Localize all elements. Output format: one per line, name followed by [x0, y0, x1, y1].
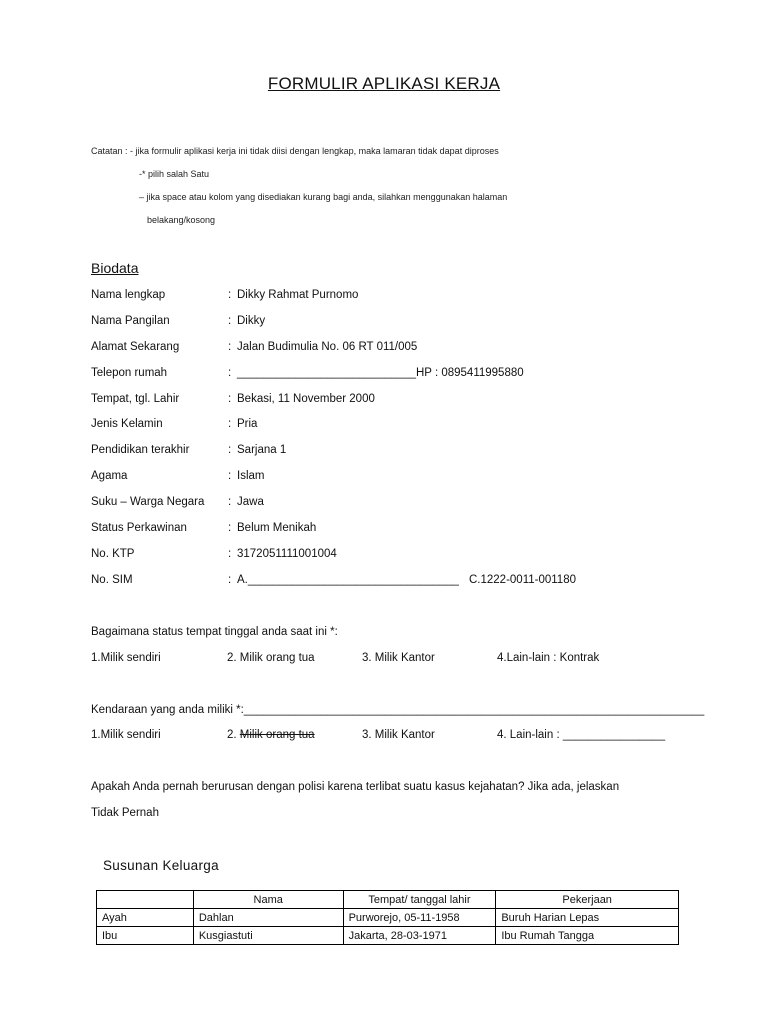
note-line-2: -* pilih salah Satu [139, 169, 210, 179]
field-colon: : [228, 418, 232, 430]
field-value[interactable]: Belum Menikah [237, 522, 317, 534]
field-colon: : [228, 393, 232, 405]
field-value[interactable]: Dikky Rahmat Purnomo [237, 289, 359, 301]
field-label: Suku – Warga Negara [91, 496, 205, 508]
cell-nama[interactable]: Kusgiastuti [193, 927, 343, 945]
column-header-nama: Nama [193, 891, 343, 909]
field-colon: : [228, 522, 232, 534]
family-table [96, 890, 679, 945]
field-value[interactable]: Bekasi, 11 November 2000 [237, 393, 375, 405]
field-value[interactable]: Dikky [237, 315, 266, 327]
column-header-pekerjaan: Pekerjaan [496, 891, 679, 909]
cell-pekerjaan[interactable]: Buruh Harian Lepas [496, 909, 679, 927]
field-value[interactable]: Sarjana 1 [237, 444, 287, 456]
field-label: Agama [91, 470, 128, 482]
field-value[interactable]: Jalan Budimulia No. 06 RT 011/005 [237, 341, 418, 353]
field-label: Jenis Kelamin [91, 418, 163, 430]
field-value[interactable]: Islam [237, 470, 265, 482]
field-label: Tempat, tgl. Lahir [91, 393, 180, 405]
field-label: Status Perkawinan [91, 522, 187, 534]
note-line-4: belakang/kosong [147, 215, 216, 225]
residence-option-2[interactable]: 2. Milik orang tua [227, 652, 315, 664]
field-value-blank[interactable]: ____________________________ [237, 367, 417, 379]
field-colon: : [228, 470, 232, 482]
table-row [97, 927, 679, 945]
residence-option-4[interactable]: 4.Lain-lain : Kontrak [497, 652, 600, 664]
field-hp-number[interactable]: HP : 0895411995880 [416, 367, 524, 379]
field-label: Alamat Sekarang [91, 341, 180, 353]
field-value-sim-a[interactable]: A._________________________________ [237, 574, 459, 586]
vehicle-option-3[interactable]: 3. Milik Kantor [362, 729, 435, 741]
field-value[interactable]: Jawa [237, 496, 264, 508]
vehicle-question[interactable]: Kendaraan yang anda miliki *:________________________________________________________________________ [91, 704, 705, 716]
field-colon: : [228, 496, 232, 508]
cell-tempat-tanggal-lahir[interactable]: Jakarta, 28-03-1971 [343, 927, 496, 945]
field-label: No. SIM [91, 574, 133, 586]
vehicle-option-1[interactable]: 1.Milik sendiri [91, 729, 161, 741]
vehicle-option-4[interactable]: 4. Lain-lain : ________________ [497, 729, 666, 741]
field-colon: : [228, 444, 232, 456]
residence-option-1[interactable]: 1.Milik sendiri [91, 652, 161, 664]
field-label: No. KTP [91, 548, 135, 560]
column-header-tempat-tanggal-lahir: Tempat/ tanggal lahir [343, 891, 496, 909]
column-header-relation [97, 891, 194, 909]
field-colon: : [228, 367, 232, 379]
field-colon: : [228, 574, 232, 586]
field-value-sim-c[interactable]: C.1222-0011-001180 [469, 574, 576, 586]
biodata-heading: Biodata [91, 260, 139, 276]
field-label: Telepon rumah [91, 367, 168, 379]
residence-option-3[interactable]: 3. Milik Kantor [362, 652, 435, 664]
field-value[interactable]: Pria [237, 418, 258, 430]
vehicle-option-2[interactable] [227, 729, 315, 741]
police-answer[interactable]: Tidak Pernah [91, 807, 159, 819]
field-colon: : [228, 548, 232, 560]
note-line-1: Catatan : - jika formulir aplikasi kerja ini tidak diisi dengan lengkap, maka lamaran tidak dapat diproses [91, 146, 499, 156]
residence-question: Bagaimana status tempat tinggal anda saat ini *: [91, 626, 338, 638]
field-colon: : [228, 341, 232, 353]
form-title: FORMULIR APLIKASI KERJA [267, 74, 501, 93]
vehicle-option-2-number: 2. [227, 729, 240, 741]
table-row [97, 909, 679, 927]
field-colon: : [228, 289, 232, 301]
cell-relation: Ibu [97, 927, 194, 945]
field-label: Nama lengkap [91, 289, 166, 301]
note-line-3: – jika space atau kolom yang disediakan kurang bagi anda, silahkan menggunakan halaman [139, 192, 508, 202]
field-label: Nama Pangilan [91, 315, 170, 327]
vehicle-option-2-struck-label: Milik orang tua [239, 729, 315, 741]
cell-pekerjaan[interactable]: Ibu Rumah Tangga [496, 927, 679, 945]
cell-relation: Ayah [97, 909, 194, 927]
cell-tempat-tanggal-lahir[interactable]: Purworejo, 05-11-1958 [343, 909, 496, 927]
field-value[interactable]: 3172051111001004 [237, 548, 337, 560]
field-colon: : [228, 315, 232, 327]
family-table-header [97, 891, 679, 909]
field-label: Pendidikan terakhir [91, 444, 190, 456]
cell-nama[interactable]: Dahlan [193, 909, 343, 927]
family-heading: Susunan Keluarga [103, 858, 219, 873]
police-question: Apakah Anda pernah berurusan dengan polisi karena terlibat suatu kasus kejahatan? Jika ada, jelaskan [91, 781, 620, 793]
